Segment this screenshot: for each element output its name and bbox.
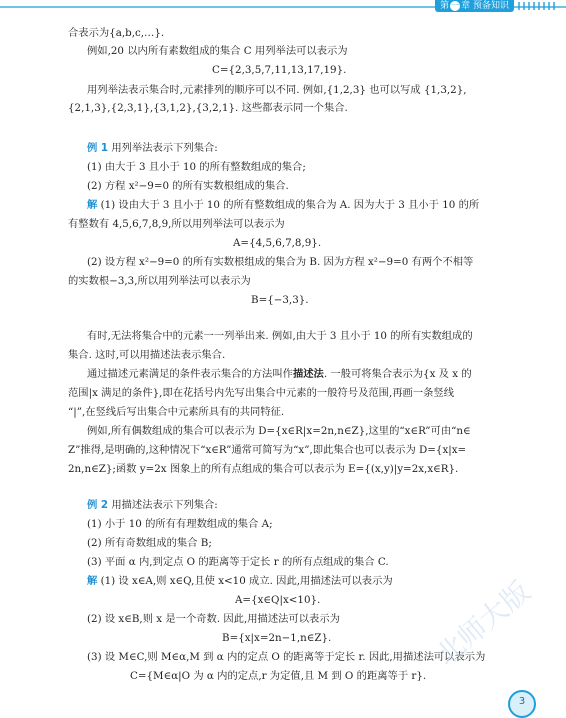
text-line: (3) 设 M∈C,则 M∈α,M 到 α 内的定点 O 的距离等于定长 r. 因此,用描述法可以表示为 — [87, 651, 486, 663]
text-line: (1) 由大于 3 且小于 10 的所有整数组成的集合; — [87, 161, 306, 173]
text-line: Z”推得,是明确的,这种情况下“x∈R”通常可简写为“x”,即此集合也可以表示为 D={x|x= — [68, 444, 467, 456]
chapter-suffix: 章 — [461, 1, 471, 11]
example-title: 用列举法表示下列集合: — [111, 142, 218, 154]
solution-text: (1) 设由大于 3 且小于 10 的所有整数组成的集合为 A. 因为大于 3 且小于 10 的所 — [100, 199, 480, 211]
solution-line — [87, 199, 566, 212]
chapter-prefix: 第 — [440, 1, 450, 11]
text-line: 例如,所有偶数组成的集合可以表示为 D={x∈R|x=2n,n∈Z},这里的“x∈R”可由“n∈ — [87, 425, 471, 437]
text-line: (2) 设方程 x²−9=0 的所有实数根组成的集合为 B. 因为方程 x²−9=0 有两个不相等 — [87, 256, 474, 268]
watermark: 北师大版 — [429, 574, 537, 673]
formula-line: C={2,3,5,7,11,13,17,19}. — [212, 64, 347, 76]
definition-line — [87, 368, 566, 381]
example-label: 例 2 — [87, 499, 109, 511]
text-line: 例如,20 以内所有素数组成的集合 C 用列举法可以表示为 — [87, 45, 348, 57]
definition-term: 描述法 — [292, 368, 324, 380]
text-line: (2) 方程 x²−9=0 的所有实数根组成的集合. — [87, 180, 289, 192]
text-line: 集合. 这时,可以用描述法表示集合. — [68, 349, 226, 361]
text-line: 用列举法表示集合时,元素排列的顺序可以不同. 例如,{1,2,3} 也可以写成 {1,3,2}, — [87, 84, 467, 96]
text-line: (1) 小于 10 的所有有理数组成的集合 A; — [87, 518, 273, 530]
formula-line: C={M∈α|O 为 α 内的定点,r 为定值,且 M 到 O 的距离等于 r}. — [130, 670, 427, 682]
chapter-number: 一 — [451, 1, 460, 10]
text-line: 范围|x 满足的条件},即在花括号内先写出集合中元素的一般符号及范围,再画一条竖线 — [68, 387, 455, 399]
example-heading — [87, 142, 566, 155]
formula-line: A={x∈Q|x<10}. — [235, 594, 321, 606]
chapter-title: 预备知识 — [472, 1, 509, 11]
text-line: 2n,n∈Z};函数 y=2x 图象上的所有点组成的集合可以表示为 E={(x,y)|y=2x,x∈R}. — [68, 463, 459, 475]
text-line: “|”,在竖线后写出集合中元素所具有的共同特征. — [68, 406, 285, 418]
text-line: {2,1,3},{2,3,1},{3,1,2},{3,2,1}. 这些都表示同一个集合. — [68, 102, 348, 114]
solution-text: (1) 设 x∈A,则 x∈Q,且使 x<10 成立. 因此,用描述法可以表示为 — [100, 575, 393, 587]
example-title: 用描述法表示下列集合: — [111, 499, 218, 511]
chapter-tab — [435, 0, 514, 12]
text-line: 的实数根−3,3,所以用列举法可以表示为 — [68, 275, 251, 287]
text-line: (3) 平面 α 内,到定点 O 的距离等于定长 r 的所有点组成的集合 C. — [87, 556, 389, 568]
chapter-header — [0, 0, 566, 14]
text-line: 有整数有 4,5,6,7,8,9,所以用列举法可以表示为 — [68, 218, 285, 230]
solution-label: 解 — [87, 575, 98, 587]
text-line: 合表示为{a,b,c,…}. — [68, 27, 165, 39]
formula-line: B={x|x=2n−1,n∈Z}. — [222, 632, 332, 644]
formula-line: A={4,5,6,7,8,9}. — [233, 237, 322, 249]
definition-post: . 一般可将集合表示为{x 及 x 的 — [323, 368, 472, 380]
text-line: (2) 设 x∈B,则 x 是一个奇数. 因此,用描述法可以表示为 — [87, 613, 340, 625]
header-dots — [518, 2, 558, 10]
text-line: 有时,无法将集合中的元素一一列举出来. 例如,由大于 3 且小于 10 的所有实数组成的 — [87, 330, 473, 342]
example-heading — [87, 499, 566, 512]
example-label: 例 1 — [87, 142, 109, 154]
solution-label: 解 — [87, 199, 98, 211]
page-number: 3 — [508, 690, 536, 718]
formula-line: B={−3,3}. — [251, 294, 309, 306]
definition-pre: 通过描述元素满足的条件表示集合的方法叫作 — [87, 368, 293, 380]
text-line: (2) 所有奇数组成的集合 B; — [87, 537, 212, 549]
